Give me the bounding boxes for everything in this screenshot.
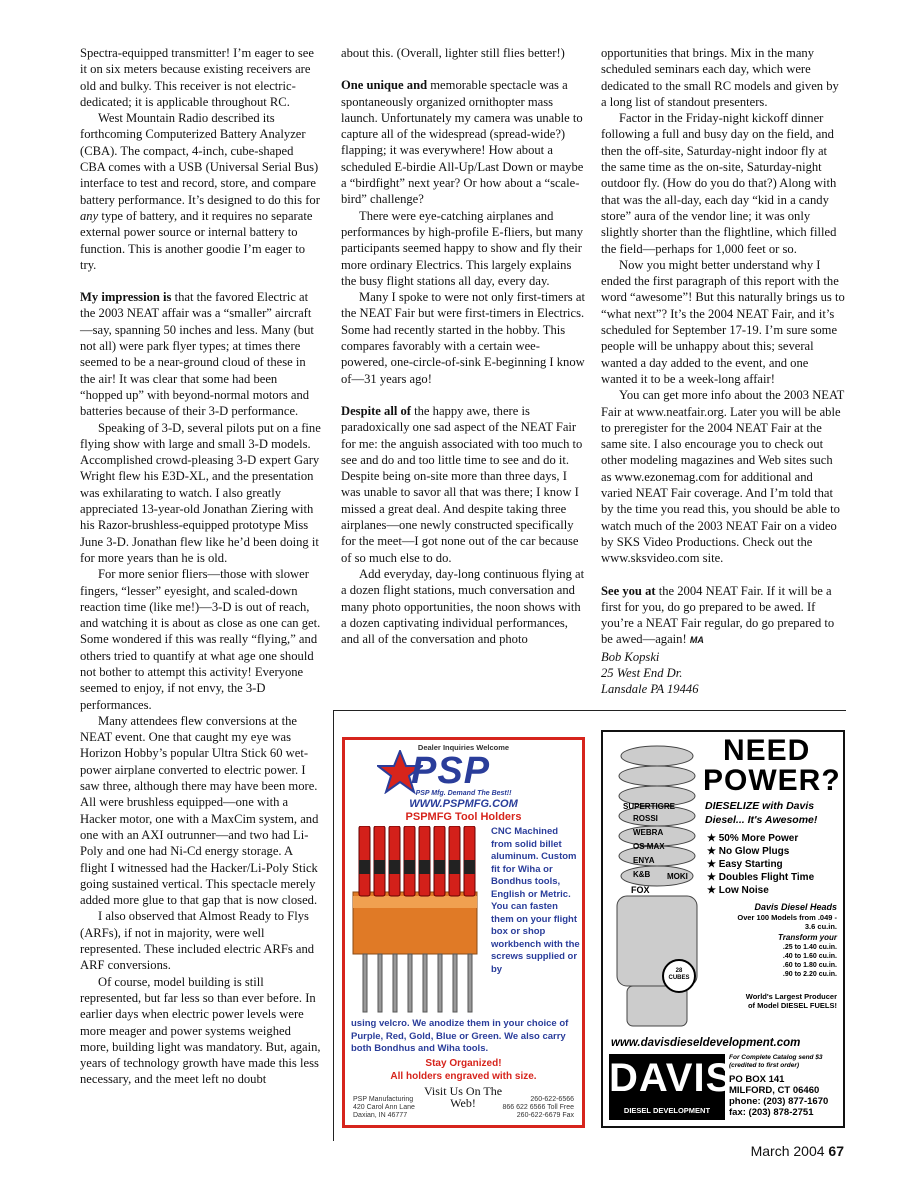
davis-contact	[729, 1074, 828, 1118]
davis-fax: fax: (203) 878-2751	[729, 1107, 814, 1118]
paragraph: Spectra-equipped transmitter! I’m eager to see it on six meters because existing receivers are old and bulky. This receiver is not electric-dedicated; it is applicable throughout RC.	[80, 46, 314, 109]
davis-url: www.davisdieseldevelopment.com	[611, 1037, 801, 1049]
psp-address: 420 Carol Ann Lane	[353, 1104, 415, 1111]
davis-dieselize: DIESELIZE with Davis	[705, 800, 815, 812]
article-column-1	[80, 45, 321, 1088]
page-footer	[751, 1143, 844, 1159]
davis-logo-block	[609, 1054, 734, 1120]
article-column-3	[601, 45, 845, 698]
engine-label: K&B	[633, 870, 651, 879]
psp-phone: 866 622 6566 Toll Free	[502, 1104, 574, 1111]
paragraph: Factor in the Friday-night kickoff dinner following a full and busy day on the field, and then the off-site, Saturday-night indoor fly at the same time as the on-site, Saturday-night outdoor fly. (How do you do that?) Along with that was the all-day, each day “kid in a candy store” aura of the vendor line; it was only slightly shorter than the flightline, which filled the field—perhaps for 1,000 feet or so.	[601, 111, 837, 256]
davis-need: NEED	[723, 734, 811, 767]
davis-development: DIESEL DEVELOPMENT	[623, 1106, 711, 1115]
benefit-item: ★ 50% More Power	[707, 833, 799, 844]
size-item: .25 to 1.40 cu.in.	[782, 944, 837, 951]
signature-name: Bob Kopski	[601, 649, 660, 664]
davis-power: POWER?	[703, 764, 841, 797]
davis-largest: World's Largest Producer of Model DIESEL FUELS!	[745, 992, 837, 1010]
paragraph: Many I spoke to were not only first-timers at the NEAT Fair but were first-timers in Electrics. Some had recently started in the hobby. This compares favorably with a certain wee-powered, one-circle-of-sink E-beginning I know of—31 years ago!	[341, 290, 585, 386]
davis-transform: Transform your	[778, 933, 837, 942]
psp-tagline: PSP Mfg. Demand The Best!!	[415, 790, 512, 797]
davis-phone: phone: (203) 877-1670	[729, 1096, 829, 1107]
paragraph: For more senior fliers—those with slower fingers, “lesser” eyesight, and scaled-down reaction time (like me!)—3-D is out of reach, and watching it is about as close as one can get. Some wondered if this was really “flying,” and others tried to quantify at what age one should not bother to attempt this activity! Everyone seemed to enjoy, if not envy, the 3-D performances.	[80, 567, 321, 712]
paragraph: about this. (Overall, lighter still flies better!)	[341, 46, 565, 60]
davis-po-box: PO BOX 141	[729, 1074, 785, 1085]
psp-engraved-note: All holders engraved with size.	[390, 1071, 537, 1082]
paragraph: There were eye-catching airplanes and performances by high-profile E-fliers, but many participants seemed happy to show and fly their more ordinary Electrics. This largely explains the busy flight stations all day, every day.	[341, 208, 583, 288]
psp-phone: 260-622-6566	[530, 1096, 574, 1103]
paragraph: See you at the 2004 NEAT Fair. If it will be a first for you, do go prepared to be awed. If you’re a NEAT Fair regular, do go prepared to be awed—again! MA	[601, 583, 835, 647]
paragraph: Add everyday, day-long continuous flying at a dozen flight stations, much conversation and many photo opportunities, the noon shows with a dozen captivating individual performances, and all of the conversation and photo	[341, 566, 585, 647]
engine-label: WEBRA	[633, 828, 664, 837]
paragraph: I also observed that Almost Ready to Flys (ARFs), if not in majority, were well represented. These included electric ARFs and ARF conversions.	[80, 909, 315, 973]
paragraph: West Mountain Radio described its forthcoming Computerized Battery Analyzer (CBA). The compact, 4-inch, cube-shaped CBA comes with a USB (Universal Serial Bus) interface to test and record, store, and compare battery performance. It’s designed to do this for any type of battery, and it requires no separate external power source or internal battery to function. This is another goodie I’m eager to try.	[80, 111, 320, 272]
psp-logo: PSP	[411, 750, 491, 792]
engine-label: ROSSI	[633, 814, 658, 823]
engine-label: SUPERTIGRE	[623, 802, 676, 811]
paragraph: Of course, model building is still represented, but far less so than ever before. In earlier days when electric power levels were more meager and power systems weighed more, building light was mandatory. But, again, years of technology growth have made this less necessary, and the meet left no doubt	[80, 974, 321, 1087]
paragraph: One unique and memorable spectacle was a spontaneously organized ornithopter mass launch. Unfortunately my camera was unable to capture all of the widespread (spread-wide?) flapping; it was everywhere! How about a scheduled E-birdie All-Up/Last Down or maybe a “birdfight” next year? Or how about a “scale-bird” challenge?	[341, 78, 584, 207]
issue-date: March 2004	[750, 1143, 825, 1159]
size-list	[783, 943, 837, 979]
davis-awesome: Diesel... It's Awesome!	[705, 814, 818, 826]
signature-address: Lansdale PA 19446	[601, 682, 699, 697]
psp-address: Daxian, IN 46777	[353, 1112, 408, 1119]
benefit-item: ★ Doubles Flight Time	[707, 872, 815, 883]
davis-catalog: For Complete Catalog send $3 (credited to first order)	[729, 1054, 823, 1069]
psp-stay-organized: Stay Organized!	[425, 1058, 502, 1069]
psp-advertisement	[342, 737, 585, 1128]
size-item: .90 to 2.20 cu.in.	[782, 971, 837, 978]
engine-label: FOX	[631, 885, 650, 895]
engine-image	[607, 736, 707, 1036]
size-item: .60 to 1.80 cu.in.	[782, 962, 837, 969]
davis-models: Over 100 Models from .049 - 3.6 cu.in.	[737, 913, 837, 931]
davis-logo: DAVIS	[609, 1056, 734, 1100]
psp-body-text: CNC Machined from solid billet aluminum. Custom fit for Wiha or Bondhus tools, English or Metric. You can fasten them on your flight box or shop workbench with the screws supplied or by	[491, 826, 580, 975]
tool-holder-image	[351, 826, 481, 1016]
benefit-item: ★ No Glow Plugs	[707, 846, 790, 857]
benefit-item: ★ Easy Starting	[707, 859, 783, 870]
benefit-list	[707, 832, 814, 897]
ma-end-mark: MA	[689, 635, 704, 646]
psp-headline: PSPMFG Tool Holders	[405, 811, 522, 823]
paragraph: Despite all of the happy awe, there is paradoxically one sad aspect of the NEAT Fair for me: the anguish associated with too much to see and do and too little time to see and do it. Despite being on-site more than three days, I was unable to savor all that was there; I know I missed a great deal. And despite taking three airplanes—one newly constructed specifically for the meet—I got none out of the car because of so much else to do.	[341, 403, 583, 565]
page-number: 67	[828, 1143, 844, 1159]
paragraph: Many attendees flew conversions at the NEAT event. One that caught my eye was Horizon Hobby’s popular Ultra Stick 60 wet-power airplane converted to electric power. I saw three, although there may have been more. All were brushless equipped—one with a Hacker motor, one with a MaxCim system, and one with an AXI outrunner—and two had Li-Poly and one had Ni-Cd energy storage. A flight I witnessed had the Hacker/Li-Poly Stick going sustained vertical. This spectacle merely added more glue to that gap that is now closed.	[80, 713, 319, 908]
davis-city: MILFORD, CT 06460	[729, 1085, 820, 1096]
paragraph: Now you might better understand why I ended the first paragraph of this report with the word “awesome”! But this naturally brings us to “what next”? It’s the 2004 NEAT Fair, and it’s scheduled for September 17-19. I’m sure some people will be unhappy about this; several wanted a day added to the event, and one wanted it to be a week-long affair!	[601, 257, 845, 386]
psp-body-text: using velcro. We anodize them in your choice of Purple, Red, Gold, Blue or Green. We also carry both Bondhus and Wiha tools.	[351, 1018, 569, 1054]
signature-address: 25 West End Dr.	[601, 665, 683, 680]
cubes-badge: 28 CUBES	[668, 968, 690, 981]
engine-label: ENYA	[633, 856, 655, 865]
paragraph: My impression is that the favored Electric at the 2003 NEAT affair was a “smaller” aircraft—say, spanning 50 inches and less. Many (but not all) were park flyer types; at times there seemed to be a near-ground cloud of these in the air! It was clear that some had been “hopped up” with beyond-normal motors and batteries because of their 3-D performance.	[80, 290, 314, 419]
article-column-2	[341, 45, 585, 647]
psp-address: PSP Manufacturing	[353, 1096, 414, 1103]
psp-url: WWW.PSPMFG.COM	[409, 798, 518, 810]
psp-visit-web: Visit Us On The Web!	[423, 1084, 503, 1110]
paragraph: You can get more info about the 2003 NEAT Fair at www.neatfair.org. Later you will be able to preregister for the 2004 NEAT Fair at the same site. I also encourage you to check out other modeling magazines and Web sites such as www.ezonemag.com for additional and varied NEAT Fair coverage. And I’m told that by the time you read this, you should be able to watch much of the 2003 NEAT Fair on a video by SKS Video Productions. Check out the www.sksvideo.com site.	[601, 388, 845, 566]
engine-label: MOKI	[667, 872, 688, 881]
psp-phone: 260-622-6679 Fax	[516, 1112, 574, 1119]
engine-label: OS MAX	[633, 842, 665, 851]
davis-advertisement	[601, 730, 845, 1128]
paragraph: opportunities that brings. Mix in the many scheduled seminars each day, which were dedicated to the small RC models and given by a long list of standout presenters.	[601, 46, 839, 109]
benefit-item: ★ Low Noise	[707, 885, 769, 896]
paragraph: Speaking of 3-D, several pilots put on a fine flying show with large and small 3-D models. Accomplished crowd-pleasing 3-D expert Gary Wright flew his E3D-XL, and the presentation was exhilarating to watch. I also greatly appreciated 13-year-old Jonathan Ziering with his Razor-brushless-equipped prototype Miss June 3-D. Jonathan flew like he’d been doing it for more years than he is old.	[80, 420, 321, 565]
dealer-note: Dealer Inquiries Welcome	[417, 743, 510, 752]
davis-heads: Davis Diesel Heads	[754, 902, 837, 912]
size-item: .40 to 1.60 cu.in.	[782, 953, 837, 960]
